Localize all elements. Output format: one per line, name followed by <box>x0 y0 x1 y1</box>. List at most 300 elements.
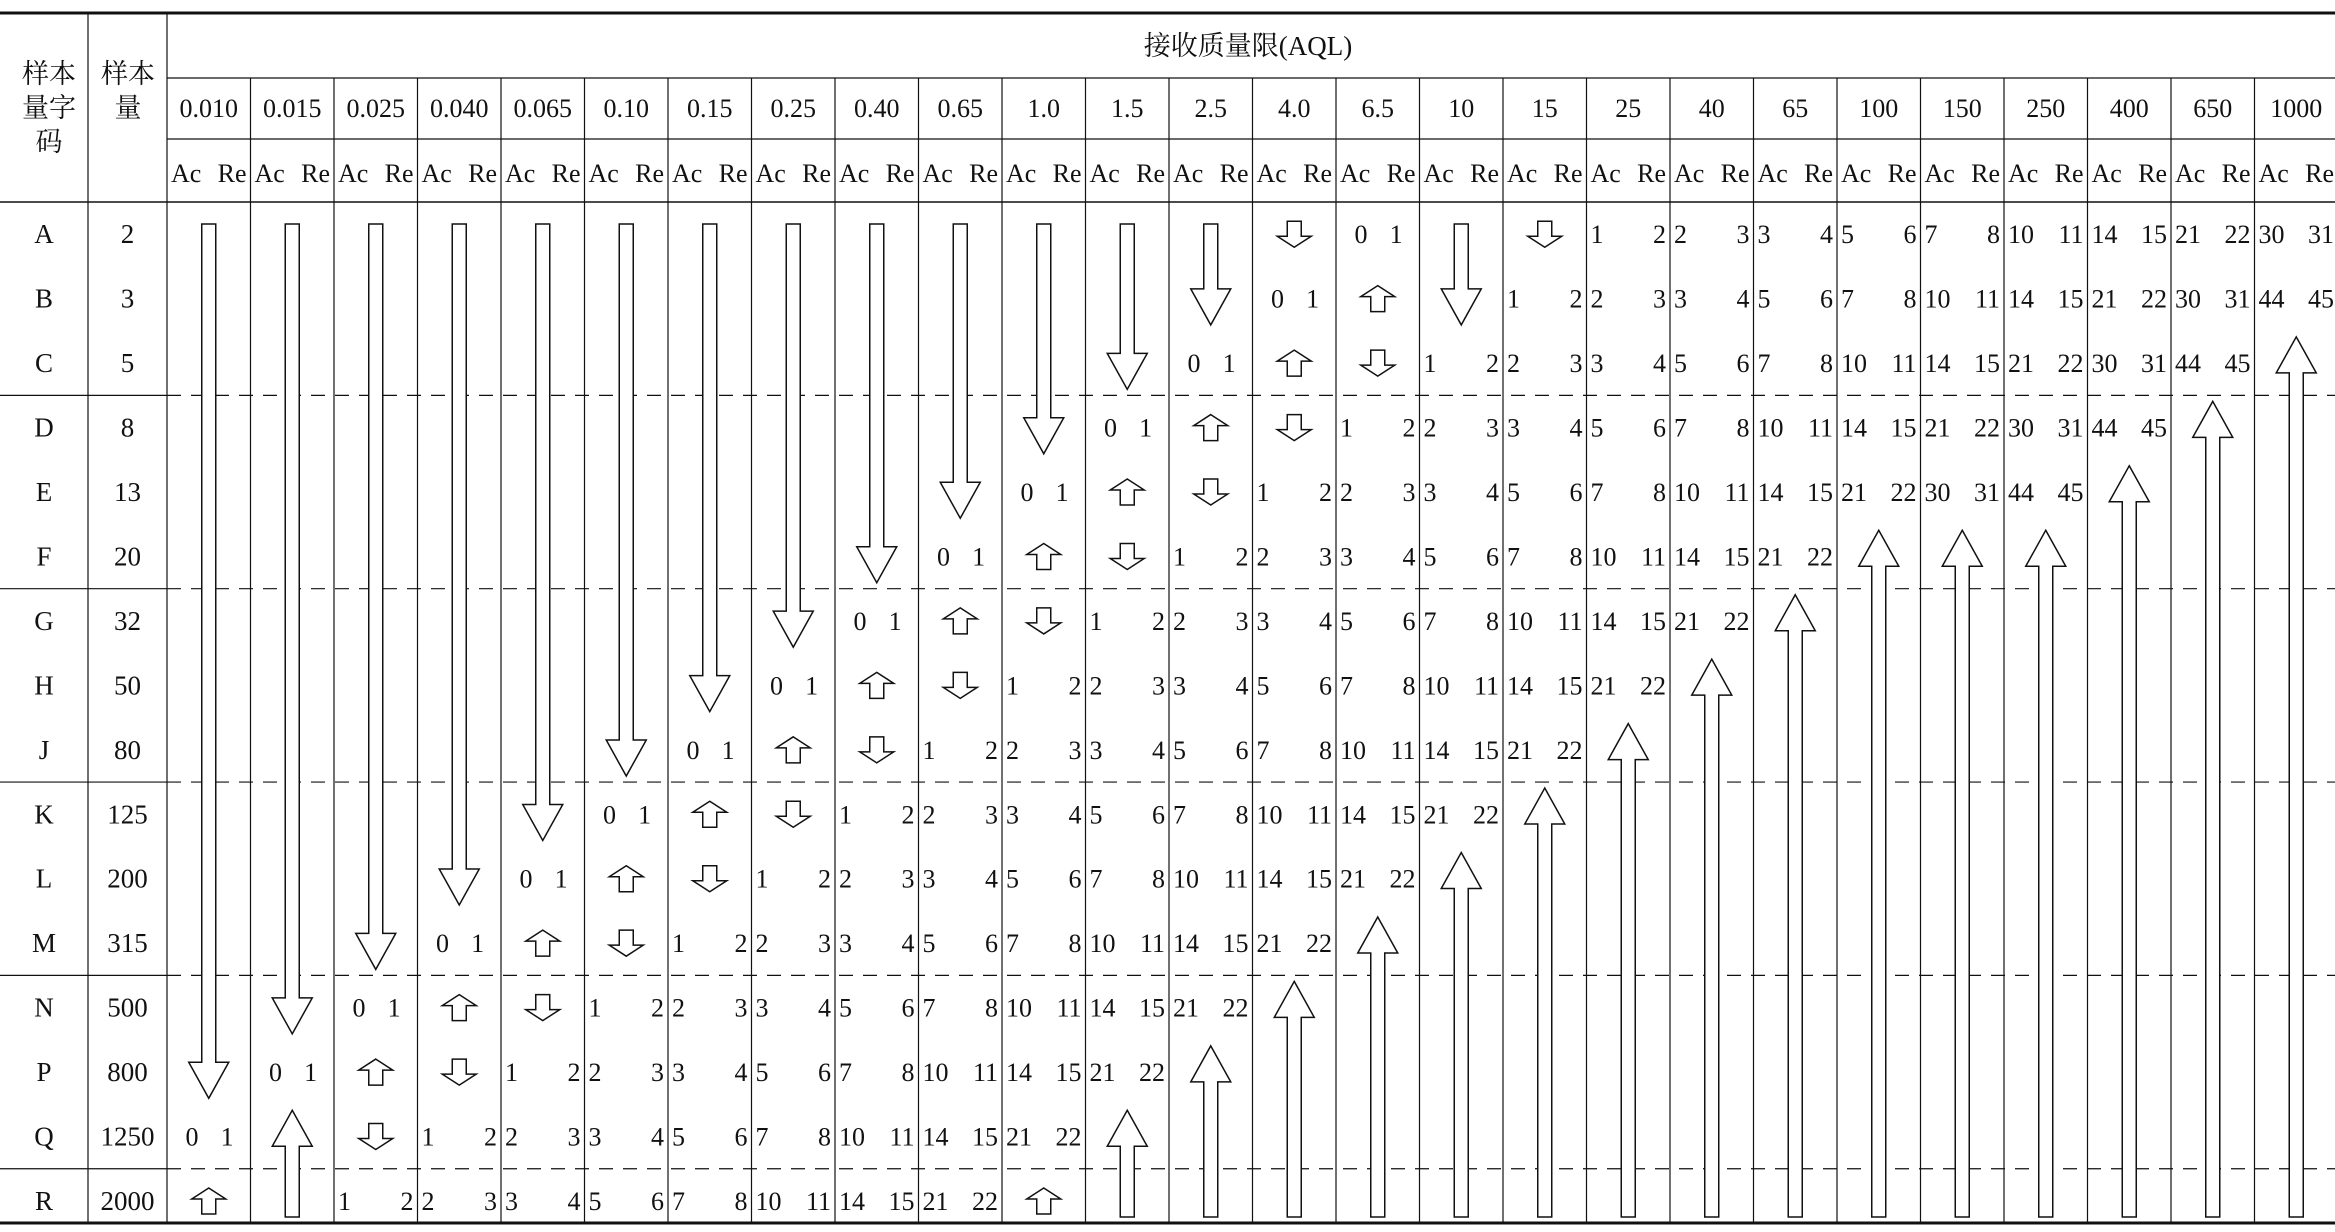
ac-value: 1 <box>1507 284 1520 314</box>
ac-label: Ac <box>2258 159 2289 188</box>
re-value: 11 <box>1640 542 1666 572</box>
ac-value: 0 <box>269 1058 283 1088</box>
ac-value: 21 <box>1507 735 1533 765</box>
ac-value: 7 <box>1507 542 1520 572</box>
aql-level-15: 15 <box>1531 94 1558 123</box>
up-arrow-icon <box>1775 595 1815 1217</box>
sample-size-20: 20 <box>114 541 141 572</box>
re-value: 6 <box>901 993 915 1023</box>
re-value: 3 <box>1402 478 1416 508</box>
small-up-arrow-icon <box>1027 1188 1061 1214</box>
re-value: 6 <box>1402 606 1416 636</box>
re-value: 1 <box>1306 284 1320 314</box>
small-up-arrow-icon <box>192 1188 226 1214</box>
small-down-arrow-icon <box>693 866 727 892</box>
re-value: 22 <box>1139 1058 1165 1088</box>
down-arrow-icon <box>773 224 813 647</box>
re-value: 6 <box>1068 864 1082 894</box>
ac-value: 5 <box>1006 864 1019 894</box>
ac-value: 14 <box>1423 735 1450 765</box>
ac-label: Ac <box>755 159 786 188</box>
ac-value: 0 <box>686 735 700 765</box>
small-up-arrow-icon <box>526 930 560 956</box>
ac-value: 2 <box>1089 671 1103 701</box>
re-value: 1 <box>805 671 819 701</box>
sample-code-H: H <box>34 670 54 701</box>
re-value: 6 <box>818 1058 831 1088</box>
re-value: 4 <box>985 864 998 894</box>
ac-value: 0 <box>352 993 366 1023</box>
ac-value: 21 <box>1757 542 1784 572</box>
re-value: 15 <box>1974 349 2000 379</box>
re-value: 8 <box>1903 284 1917 314</box>
up-arrow-icon <box>1942 530 1982 1217</box>
ac-value: 14 <box>1507 671 1533 701</box>
ac-value: 10 <box>1841 349 1867 379</box>
re-value: 15 <box>2057 284 2084 314</box>
sample-code-A: A <box>34 219 54 250</box>
re-value: 15 <box>1389 800 1416 830</box>
ac-value: 30 <box>2091 349 2118 379</box>
sample-code-L: L <box>35 863 53 894</box>
small-down-arrow-icon <box>776 801 810 827</box>
ac-value: 3 <box>1757 220 1771 250</box>
re-value: 2 <box>1235 542 1249 572</box>
size-col-label-line1: 样本 <box>101 59 155 89</box>
ac-value: 2 <box>672 993 685 1023</box>
ac-value: 0 <box>770 671 784 701</box>
ac-value: 1 <box>421 1122 435 1152</box>
re-label: Re <box>1971 159 2000 188</box>
re-value: 22 <box>1807 542 1833 572</box>
ac-value: 5 <box>1173 735 1186 765</box>
aql-level-400: 400 <box>2109 94 2149 123</box>
ac-value: 2 <box>588 1058 602 1088</box>
ac-value: 14 <box>1841 413 1867 443</box>
small-up-arrow-icon <box>359 1059 393 1085</box>
re-value: 4 <box>1235 671 1249 701</box>
sample-code-C: C <box>34 348 54 379</box>
ac-label: Ac <box>1089 159 1120 188</box>
ac-value: 14 <box>1924 349 1951 379</box>
ac-value: 10 <box>1423 671 1450 701</box>
re-value: 3 <box>1486 413 1499 443</box>
ac-value: 10 <box>1089 929 1116 959</box>
ac-value: 3 <box>1590 349 1604 379</box>
down-arrow-icon <box>189 224 229 1098</box>
ac-value: 3 <box>1173 671 1186 701</box>
ac-value: 3 <box>1423 478 1437 508</box>
down-arrow-icon <box>1107 224 1147 389</box>
re-label: Re <box>718 159 748 188</box>
re-value: 31 <box>2057 413 2084 443</box>
re-value: 2 <box>1152 606 1165 636</box>
ac-value: 5 <box>1423 542 1437 572</box>
small-up-arrow-icon <box>693 801 727 827</box>
re-value: 11 <box>1557 606 1583 636</box>
sample-code-G: G <box>34 605 54 636</box>
small-up-arrow-icon <box>1361 286 1395 312</box>
ac-value: 10 <box>839 1122 865 1152</box>
re-value: 3 <box>1653 284 1666 314</box>
down-arrow-icon <box>272 224 312 1034</box>
re-value: 6 <box>1235 735 1249 765</box>
re-label: Re <box>1136 159 1165 188</box>
ac-value: 0 <box>1271 284 1285 314</box>
up-arrow-icon <box>1274 981 1314 1217</box>
re-value: 3 <box>484 1186 497 1216</box>
re-value: 1 <box>471 929 485 959</box>
ac-value: 7 <box>755 1122 769 1152</box>
sample-size-2000: 2000 <box>100 1185 155 1216</box>
ac-value: 7 <box>1423 606 1437 636</box>
ac-value: 10 <box>2008 220 2034 250</box>
ac-value: 3 <box>839 929 852 959</box>
re-value: 4 <box>1820 220 1833 250</box>
down-arrow-icon <box>606 224 646 776</box>
small-up-arrow-icon <box>1110 479 1144 505</box>
ac-value: 10 <box>1590 542 1617 572</box>
ac-value: 21 <box>1006 1122 1032 1152</box>
aql-title: 接收质量限(AQL) <box>1143 31 1353 61</box>
sample-size-5: 5 <box>120 348 135 379</box>
re-value: 6 <box>651 1186 664 1216</box>
re-value: 11 <box>1891 349 1917 379</box>
re-value: 8 <box>734 1186 748 1216</box>
ac-value: 5 <box>1757 284 1771 314</box>
ac-value: 1 <box>1423 349 1437 379</box>
re-value: 8 <box>985 993 998 1023</box>
small-down-arrow-icon <box>1277 415 1311 441</box>
ac-value: 10 <box>1757 413 1784 443</box>
small-down-arrow-icon <box>526 995 560 1021</box>
re-label: Re <box>1052 159 1082 188</box>
aql-level-25: 25 <box>1615 94 1642 123</box>
ac-value: 1 <box>1089 606 1103 636</box>
small-up-arrow-icon <box>860 672 894 698</box>
ac-value: 5 <box>1089 800 1103 830</box>
ac-value: 1 <box>922 735 936 765</box>
small-down-arrow-icon <box>1110 543 1144 569</box>
ac-value: 21 <box>2175 220 2201 250</box>
re-value: 3 <box>1152 671 1165 701</box>
re-value: 22 <box>1640 671 1666 701</box>
re-label: Re <box>217 159 247 188</box>
ac-value: 21 <box>1423 800 1450 830</box>
ac-label: Ac <box>2091 159 2122 188</box>
ac-value: 21 <box>1924 413 1951 443</box>
re-label: Re <box>2305 159 2334 188</box>
re-label: Re <box>1470 159 1499 188</box>
ac-label: Ac <box>1173 159 1204 188</box>
ac-value: 3 <box>755 993 769 1023</box>
ac-value: 2 <box>1590 284 1604 314</box>
ac-value: 10 <box>755 1186 782 1216</box>
re-value: 1 <box>972 542 986 572</box>
ac-value: 1 <box>1590 220 1604 250</box>
re-value: 4 <box>1319 606 1332 636</box>
ac-value: 14 <box>1173 929 1199 959</box>
ac-label: Ac <box>672 159 703 188</box>
re-label: Re <box>1804 159 1833 188</box>
re-value: 15 <box>2141 220 2167 250</box>
ac-value: 7 <box>1006 929 1019 959</box>
re-value: 22 <box>2224 220 2251 250</box>
re-value: 15 <box>1556 671 1583 701</box>
re-value: 3 <box>901 864 915 894</box>
up-arrow-icon <box>2109 466 2149 1217</box>
ac-value: 0 <box>185 1122 199 1152</box>
ac-label: Ac <box>171 159 202 188</box>
ac-label: Ac <box>1256 159 1287 188</box>
aql-level-150: 150 <box>1942 94 1982 123</box>
ac-value: 14 <box>1340 800 1366 830</box>
small-down-arrow-icon <box>1361 350 1395 376</box>
re-value: 15 <box>1306 864 1332 894</box>
ac-value: 1 <box>588 993 602 1023</box>
ac-value: 30 <box>1924 478 1951 508</box>
ac-value: 5 <box>1674 349 1687 379</box>
ac-value: 3 <box>1340 542 1353 572</box>
re-value: 6 <box>1820 284 1833 314</box>
ac-value: 5 <box>1507 478 1520 508</box>
re-value: 8 <box>1319 735 1332 765</box>
re-value: 4 <box>567 1186 581 1216</box>
re-value: 1 <box>1139 413 1153 443</box>
small-up-arrow-icon <box>1277 350 1311 376</box>
small-up-arrow-icon <box>1194 415 1228 441</box>
ac-value: 10 <box>922 1058 949 1088</box>
re-value: 6 <box>1653 413 1666 443</box>
sample-code-R: R <box>34 1185 54 1216</box>
down-arrow-icon <box>1441 224 1481 325</box>
ac-value: 2 <box>1256 542 1270 572</box>
re-value: 6 <box>1736 349 1750 379</box>
ac-label: Ac <box>839 159 870 188</box>
sample-size-2: 2 <box>120 219 135 250</box>
re-value: 4 <box>1736 284 1750 314</box>
re-value: 45 <box>2308 284 2334 314</box>
sample-size-500: 500 <box>107 992 148 1023</box>
re-value: 11 <box>972 1058 998 1088</box>
ac-value: 1 <box>1256 478 1270 508</box>
re-value: 4 <box>1653 349 1666 379</box>
ac-label: Ac <box>1006 159 1037 188</box>
re-label: Re <box>384 159 414 188</box>
ac-value: 30 <box>2175 284 2201 314</box>
re-value: 15 <box>1640 606 1666 636</box>
re-value: 4 <box>818 993 831 1023</box>
small-down-arrow-icon <box>359 1124 393 1150</box>
down-arrow-icon <box>523 224 563 841</box>
ac-value: 14 <box>1674 542 1700 572</box>
sample-size-50: 50 <box>114 670 141 701</box>
ac-label: Ac <box>1423 159 1454 188</box>
ac-label: Ac <box>588 159 619 188</box>
ac-value: 3 <box>922 864 936 894</box>
re-value: 1 <box>554 864 568 894</box>
ac-value: 5 <box>1340 606 1353 636</box>
re-value: 15 <box>1222 929 1249 959</box>
ac-value: 14 <box>2008 284 2034 314</box>
sample-code-Q: Q <box>34 1121 54 1152</box>
re-label: Re <box>2221 159 2251 188</box>
re-value: 1 <box>888 606 902 636</box>
small-down-arrow-icon <box>943 672 977 698</box>
re-value: 45 <box>2141 413 2167 443</box>
re-value: 8 <box>1820 349 1833 379</box>
sample-code-D: D <box>34 412 54 443</box>
re-value: 6 <box>1903 220 1917 250</box>
re-value: 8 <box>1486 606 1499 636</box>
re-value: 4 <box>1402 542 1416 572</box>
re-value: 15 <box>888 1186 915 1216</box>
aql-level-0.015: 0.015 <box>263 94 322 123</box>
re-value: 4 <box>1068 800 1082 830</box>
code-col-label-line3: 码 <box>35 127 63 157</box>
aql-level-6.5: 6.5 <box>1361 94 1394 123</box>
ac-value: 3 <box>1507 413 1520 443</box>
re-value: 6 <box>1486 542 1499 572</box>
ac-label: Ac <box>421 159 452 188</box>
re-value: 15 <box>972 1122 998 1152</box>
sample-size-80: 80 <box>114 734 141 765</box>
re-value: 31 <box>2224 284 2251 314</box>
ac-value: 5 <box>922 929 936 959</box>
ac-value: 7 <box>1674 413 1687 443</box>
down-arrow-icon <box>439 224 479 905</box>
re-value: 15 <box>1055 1058 1082 1088</box>
ac-value: 14 <box>1006 1058 1032 1088</box>
sample-size-315: 315 <box>107 928 148 959</box>
re-value: 45 <box>2057 478 2084 508</box>
ac-value: 3 <box>1256 606 1270 636</box>
re-value: 22 <box>1890 478 1917 508</box>
ac-value: 3 <box>505 1186 518 1216</box>
re-value: 3 <box>985 800 998 830</box>
ac-value: 0 <box>603 800 617 830</box>
re-value: 8 <box>1068 929 1082 959</box>
re-label: Re <box>1720 159 1750 188</box>
ac-label: Ac <box>505 159 536 188</box>
re-value: 6 <box>1569 478 1583 508</box>
sample-size-200: 200 <box>107 863 148 894</box>
re-value: 15 <box>1139 993 1165 1023</box>
sample-code-K: K <box>34 799 54 830</box>
re-value: 45 <box>2224 349 2251 379</box>
sample-size-13: 13 <box>114 477 141 508</box>
sample-size-32: 32 <box>114 605 141 636</box>
ac-label: Ac <box>1841 159 1872 188</box>
up-arrow-icon <box>272 1110 312 1217</box>
small-down-arrow-icon <box>1027 608 1061 634</box>
ac-value: 10 <box>1924 284 1951 314</box>
re-value: 8 <box>901 1058 915 1088</box>
ac-value: 10 <box>1006 993 1032 1023</box>
re-value: 11 <box>1306 800 1332 830</box>
ac-value: 21 <box>1590 671 1617 701</box>
re-value: 6 <box>1319 671 1332 701</box>
aql-level-0.040: 0.040 <box>430 94 489 123</box>
sample-code-E: E <box>35 477 53 508</box>
re-value: 1 <box>304 1058 318 1088</box>
ac-value: 14 <box>1757 478 1784 508</box>
ac-value: 2 <box>1340 478 1353 508</box>
re-value: 22 <box>1723 606 1750 636</box>
down-arrow-icon <box>690 224 730 712</box>
re-value: 2 <box>400 1186 414 1216</box>
re-value: 22 <box>972 1186 998 1216</box>
ac-value: 5 <box>839 993 852 1023</box>
sample-code-M: M <box>31 928 57 959</box>
ac-value: 3 <box>588 1122 602 1152</box>
ac-value: 1 <box>1340 413 1353 443</box>
re-value: 2 <box>1653 220 1666 250</box>
ac-value: 21 <box>1674 606 1700 636</box>
small-down-arrow-icon <box>1528 221 1562 247</box>
up-arrow-icon <box>1191 1046 1231 1217</box>
re-value: 8 <box>1653 478 1666 508</box>
re-value: 8 <box>1152 864 1165 894</box>
re-value: 1 <box>1222 349 1236 379</box>
re-value: 11 <box>1974 284 2000 314</box>
re-value: 2 <box>484 1122 497 1152</box>
re-value: 22 <box>1556 735 1583 765</box>
re-value: 8 <box>1402 671 1416 701</box>
sample-code-N: N <box>34 992 54 1023</box>
re-value: 31 <box>2141 349 2167 379</box>
ac-value: 44 <box>2258 284 2285 314</box>
re-value: 22 <box>1974 413 2000 443</box>
ac-value: 44 <box>2175 349 2201 379</box>
ac-value: 21 <box>2008 349 2034 379</box>
up-arrow-icon <box>1859 530 1899 1217</box>
aql-level-250: 250 <box>2026 94 2066 123</box>
re-label: Re <box>551 159 581 188</box>
re-value: 6 <box>734 1122 748 1152</box>
re-value: 1 <box>638 800 652 830</box>
re-value: 2 <box>901 800 915 830</box>
ac-value: 44 <box>2008 478 2034 508</box>
re-value: 4 <box>901 929 915 959</box>
re-value: 8 <box>1569 542 1583 572</box>
aql-level-40: 40 <box>1698 94 1725 123</box>
re-value: 2 <box>1486 349 1499 379</box>
re-value: 11 <box>1807 413 1833 443</box>
small-up-arrow-icon <box>442 995 476 1021</box>
ac-label: Ac <box>922 159 953 188</box>
sample-size-125: 125 <box>107 799 148 830</box>
ac-value: 7 <box>1089 864 1103 894</box>
re-value: 3 <box>734 993 748 1023</box>
re-value: 3 <box>1319 542 1332 572</box>
aql-level-0.65: 0.65 <box>937 94 983 123</box>
aql-level-100: 100 <box>1859 94 1899 123</box>
re-value: 2 <box>1068 671 1082 701</box>
re-label: Re <box>969 159 998 188</box>
re-value: 8 <box>818 1122 831 1152</box>
small-up-arrow-icon <box>1027 543 1061 569</box>
ac-value: 7 <box>1590 478 1604 508</box>
re-value: 11 <box>889 1122 915 1152</box>
ac-value: 7 <box>1924 220 1938 250</box>
ac-value: 7 <box>1757 349 1771 379</box>
ac-value: 7 <box>1256 735 1270 765</box>
ac-value: 14 <box>2091 220 2118 250</box>
code-col-label-line2: 量字 <box>22 93 76 123</box>
ac-value: 3 <box>1089 735 1103 765</box>
small-up-arrow-icon <box>609 866 643 892</box>
